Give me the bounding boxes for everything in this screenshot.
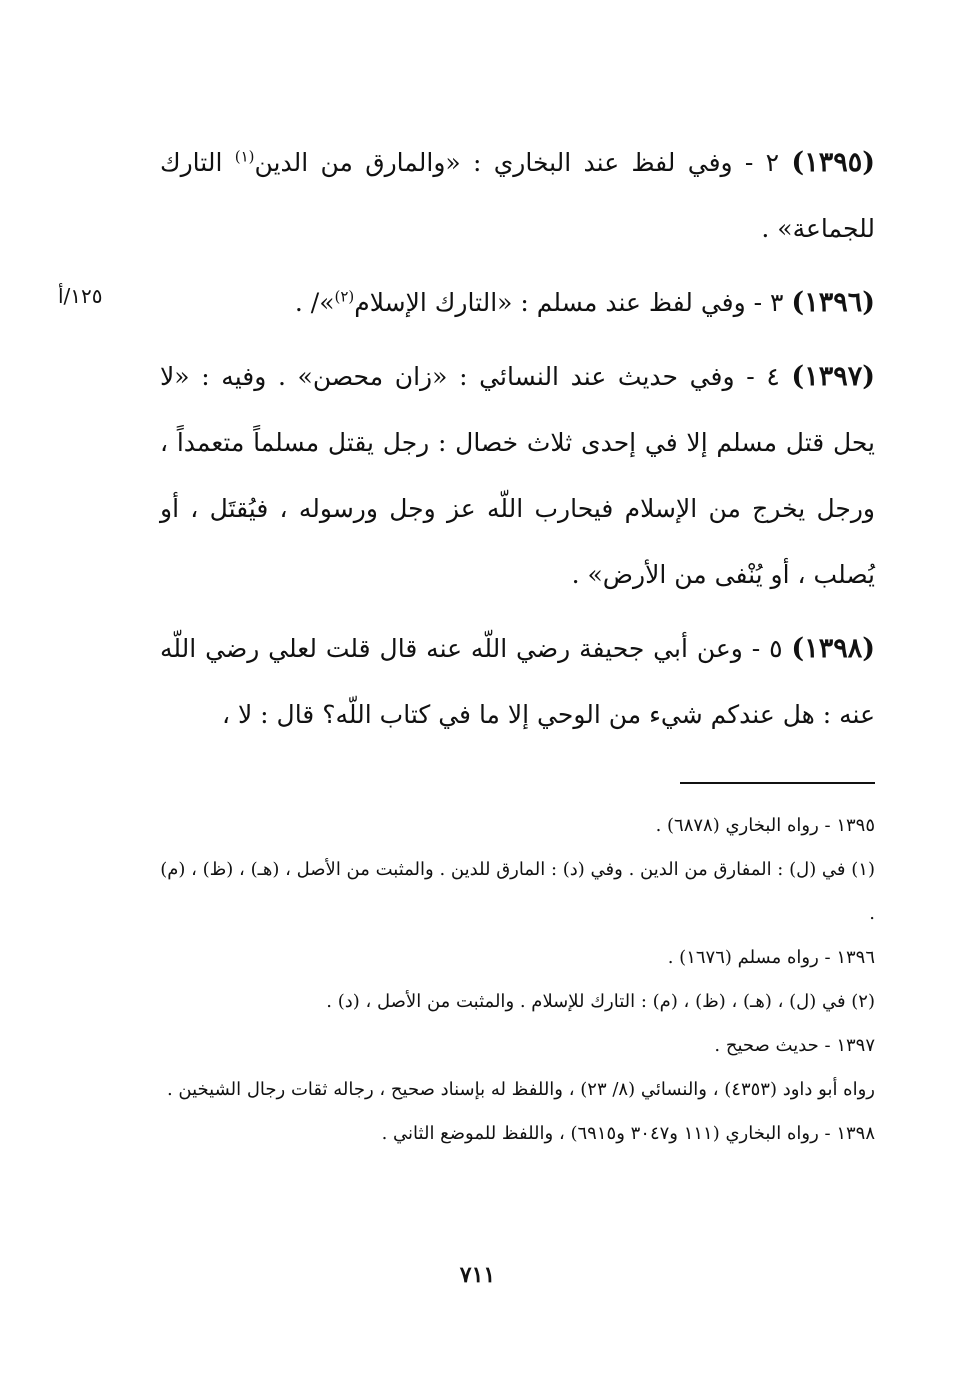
hadith-entry-1398: [160, 616, 875, 748]
hadith-entry-1396: [160, 270, 875, 336]
hadith-text-cont: »/ .: [294, 288, 335, 317]
margin-folio-note: ١٢٥/أ: [58, 284, 103, 308]
hadith-text: ٣ - وفي لفظ عند مسلم : «التارك الإسلام: [354, 288, 792, 317]
footnote-1397-detail: رواه أبو داود (٤٣٥٣) ، والنسائي (٨/ ٢٣) ، واللفظ له بإسناد صحيح ، رجاله ثقات رجال الشيخين .: [166, 1079, 875, 1100]
footnote-1397: ١٣٩٧ - حديث صحيح .: [714, 1035, 875, 1056]
footnote-1: (١) في (ل) : المفارق من الدين . وفي (د) : المارق للدين . والمثبت من الأصل ، (هـ) ، (ظ) ، (م) .: [160, 859, 875, 924]
hadith-number: (١٣٩٦): [791, 287, 875, 318]
hadith-text: ٥ - وعن أبي جحيفة رضي اللّه عنه قال قلت لعلي رضي اللّه عنه : هل عندكم شيء من الوحي إلا ما في كتاب اللّه؟ قال : لا ،: [160, 634, 875, 729]
hadith-text: ٢ - وفي لفظ عند البخاري : «والمارق من الدين: [254, 148, 792, 177]
hadith-entry-1397: [160, 344, 875, 608]
hadith-text-cont: التارك للجماعة» .: [160, 148, 875, 243]
main-text: [160, 130, 875, 756]
hadith-text: ٤ - وفي حديث عند النسائي : «زان محصن» . وفيه : «لا يحل قتل مسلم إلا في إحدى ثلاث خصال : رجل يقتل مسلماً متعمداً ، ورجل يخرج من الإسلام فيحارب اللّه عز وجل ورسوله ، فيُقتَل ، أو يُصلب ، أو يُنْفى من الأرض» .: [160, 362, 875, 589]
hadith-number: (١٣٩٧): [791, 361, 875, 392]
hadith-entry-1395: [160, 130, 875, 262]
footnote-1398: ١٣٩٨ - رواه البخاري (١١١ و٣٠٤٧ و٦٩١٥) ، واللفظ للموضع الثاني .: [381, 1123, 875, 1144]
hadith-number: (١٣٩٥): [791, 147, 875, 178]
footnote-separator: [680, 782, 875, 784]
footnote-2: (٢) في (ل) ، (هـ) ، (ظ) ، (م) : التارك للإسلام . والمثبت من الأصل ، (د) .: [326, 991, 875, 1012]
footnote-1395: ١٣٩٥ - رواه البخاري (٦٨٧٨) .: [655, 815, 875, 836]
footnotes: [160, 804, 875, 1156]
page-number: ٧١١: [459, 1262, 496, 1288]
footnote-marker: (١): [234, 147, 255, 166]
hadith-number: (١٣٩٨): [791, 633, 875, 664]
footnote-1396: ١٣٩٦ - رواه مسلم (١٦٧٦) .: [667, 947, 875, 968]
footnote-marker: (٢): [334, 287, 355, 306]
